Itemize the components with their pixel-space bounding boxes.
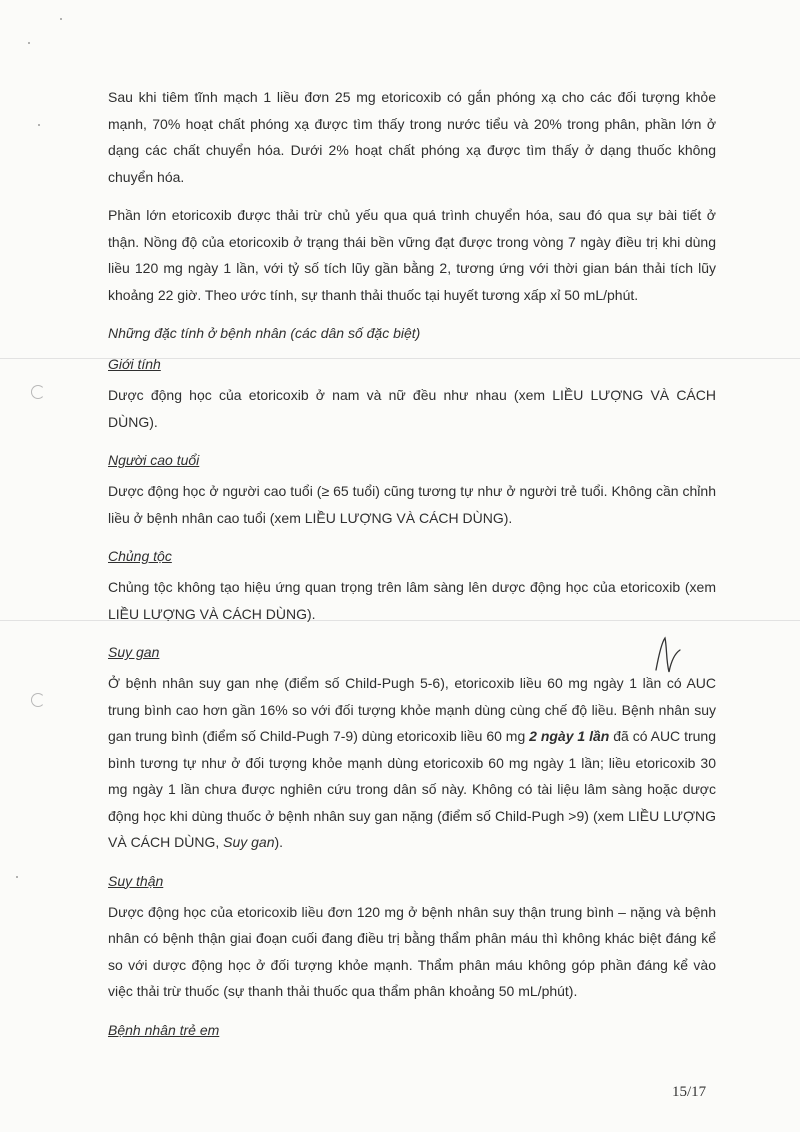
- scan-speck: [28, 42, 30, 44]
- hepatic-text-part: đã có AUC trung bình tương tự như ở đối tượng khỏe mạnh dùng etoricoxib 60 mg ngày 1 lần; liều etoricoxib 30 mg ngày 1 lần chưa được nghiên cứu trong dân số này. Không có tài liệu lâm sàng hoặc dược động học khi dùng thuốc ở bệnh nhân suy gan nặng (điểm số Child-Pugh >9) (xem LIỀU LƯỢNG VÀ CÁCH DÙNG,: [108, 728, 716, 850]
- document-body: [108, 84, 716, 1048]
- paragraph-race: Chủng tộc không tạo hiệu ứng quan trọng trên lâm sàng lên dược động học của etoricoxib (xem LIỀU LƯỢNG VÀ CÁCH DÙNG).: [108, 579, 716, 622]
- hepatic-text-part: ).: [274, 834, 284, 850]
- hepatic-dosing-emphasis: 2 ngày 1 lần: [529, 728, 610, 744]
- punch-hole-mark: [31, 693, 45, 707]
- subheading-gender: Giới tính: [108, 356, 161, 372]
- section-heading-special-populations: Những đặc tính ở bệnh nhân (các dân số đặc biệt): [108, 325, 421, 341]
- scan-speck: [16, 876, 18, 878]
- page-number: 15/17: [672, 1084, 707, 1100]
- paragraph-hepatic-impairment: [108, 670, 716, 856]
- subheading-renal-impairment: Suy thận: [108, 872, 164, 889]
- subheading-pediatric: Bệnh nhân trẻ em: [108, 1021, 220, 1038]
- paragraph-gender: Dược động học của etoricoxib ở nam và nữ đều như nhau (xem LIỀU LƯỢNG VÀ CÁCH DÙNG).: [108, 387, 716, 430]
- scan-speck: [60, 18, 62, 20]
- handwritten-correction-mark: [650, 632, 684, 678]
- paragraph-renal-impairment: Dược động học của etoricoxib liều đơn 120 mg ở bệnh nhân suy thận trung bình – nặng và bệnh nhân có bệnh thận giai đoạn cuối đang điều trị bằng thẩm phân máu thì không khác biệt đáng kể so với dược động học ở đối tượng khỏe mạnh. Thẩm phân máu không góp phần đáng kể vào việc thải trừ thuốc (sự thanh thải thuốc qua thẩm phân khoảng 50 mL/phút).: [108, 903, 716, 999]
- punch-hole-mark: [31, 385, 45, 399]
- subheading-elderly: Người cao tuổi: [108, 452, 200, 468]
- paragraph-elderly: Dược động học ở người cao tuổi (≥ 65 tuổi) cũng tương tự như ở người trẻ tuổi. Không cần chỉnh liều ở bệnh nhân cao tuổi (xem LIỀU LƯỢNG VÀ CÁCH DÙNG).: [108, 483, 716, 526]
- subheading-race: Chủng tộc: [108, 548, 172, 564]
- scan-speck: [38, 124, 40, 126]
- paragraph-excretion-2: Phần lớn etoricoxib được thải trừ chủ yếu qua quá trình chuyển hóa, sau đó qua sự bài tiết ở thận. Nồng độ của etoricoxib ở trạng thái bền vững đạt được trong vòng 7 ngày điều trị khi dùng liều 120 mg ngày 1 lần, với tỷ số tích lũy gần bằng 2, tương ứng với thời gian bán thải tích lũy khoảng 22 giờ. Theo ước tính, sự thanh thải thuốc tại huyết tương xấp xỉ 50 mL/phút.: [108, 207, 716, 303]
- subheading-hepatic-impairment: Suy gan: [108, 644, 160, 660]
- paragraph-excretion-1: Sau khi tiêm tĩnh mạch 1 liều đơn 25 mg etoricoxib có gắn phóng xạ cho các đối tượng khỏe mạnh, 70% hoạt chất phóng xạ được tìm thấy trong nước tiểu và 20% trong phân, phần lớn ở dạng các chất chuyển hóa. Dưới 2% hoạt chất phóng xạ được tìm thấy ở dạng thuốc không chuyển hóa.: [108, 89, 716, 185]
- hepatic-crossref-italic: Suy gan: [223, 834, 275, 850]
- hepatic-text-part: Ở bệnh nhân suy gan nhẹ (điểm số Child-Pugh 5-6), etoricoxib liều 60 mg ngày 1 lần có AUC trung bình cao hơn gần 16% so với đối tượng khỏe mạnh dùng cùng chế độ liều. Bệnh nhân suy gan trung bình (điểm số Child-Pugh 7-9) dùng etoricoxib liều 60 mg: [108, 675, 716, 744]
